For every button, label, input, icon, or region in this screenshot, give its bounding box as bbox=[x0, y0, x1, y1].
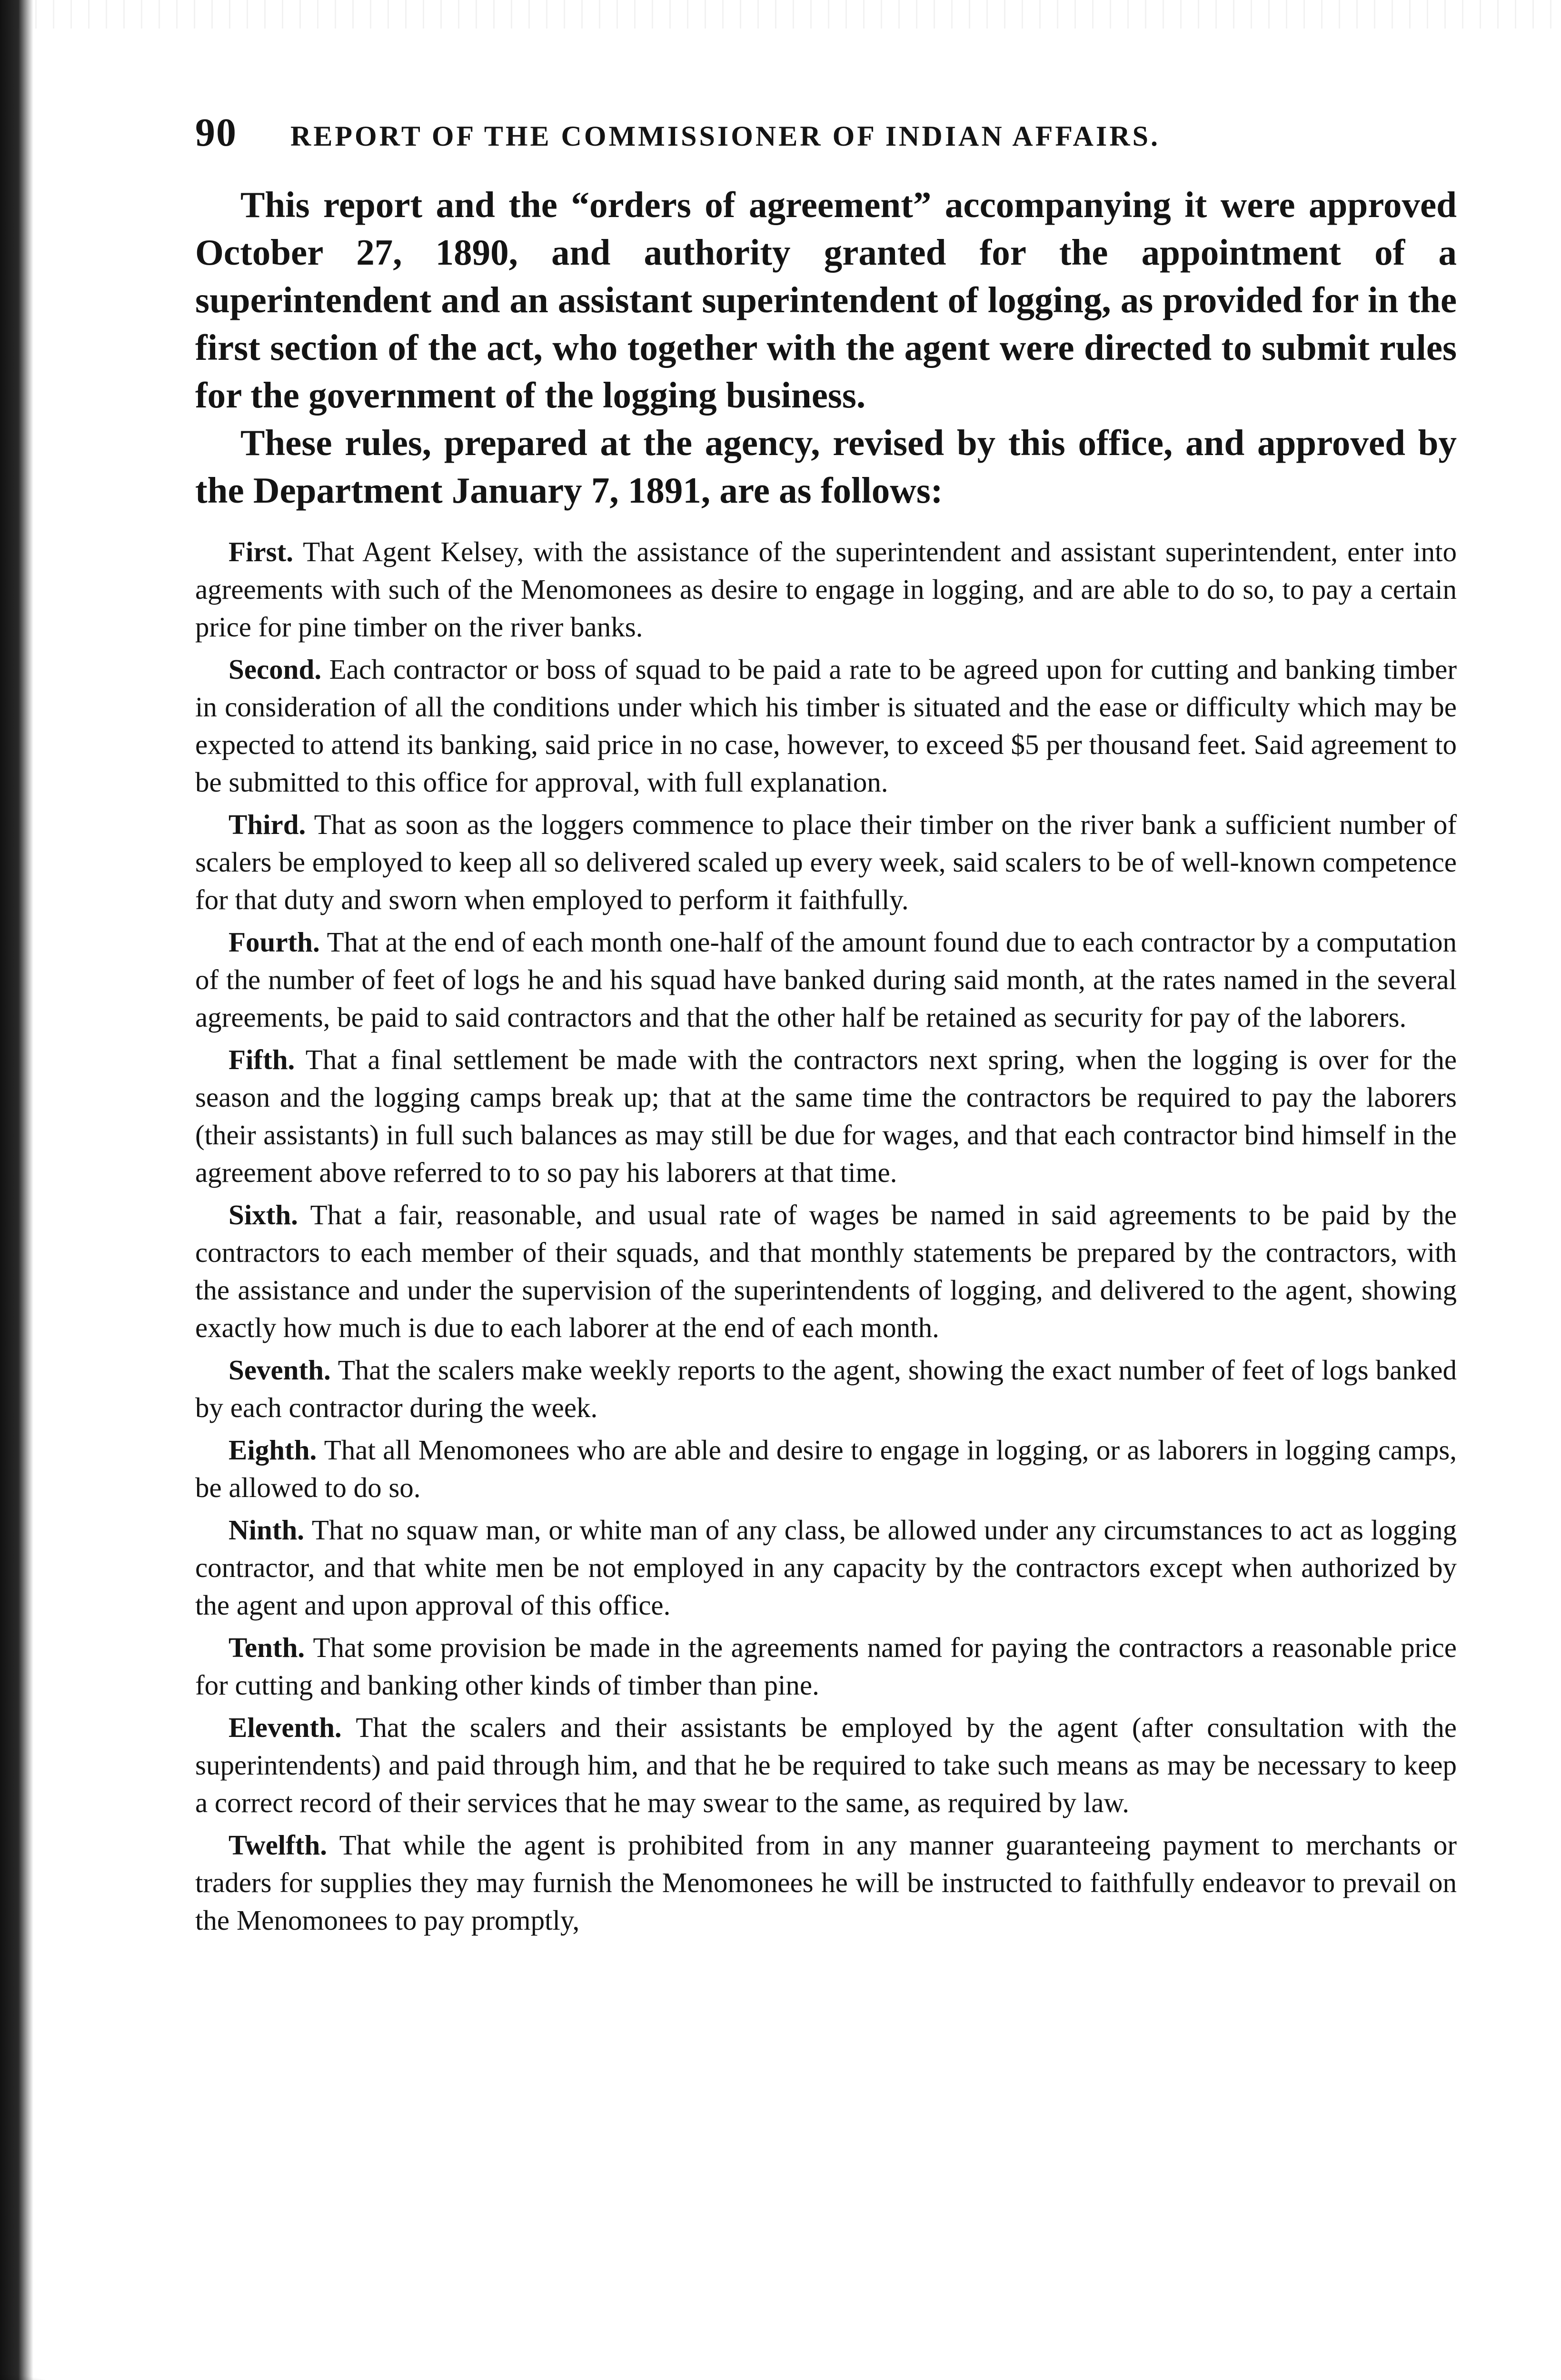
running-title: REPORT OF THE COMMISSIONER OF INDIAN AFFAIRS. bbox=[290, 120, 1160, 152]
rule-text: That the scalers and their assistants be employed by the agent (after consultation with the superintendents) and paid through him, and that he be required to take such means as may be necessary to keep a correct record of their services that he may swear to the same, as required by law. bbox=[195, 1712, 1457, 1818]
scan-shadow-corner bbox=[0, 2348, 200, 2380]
scan-shadow-left bbox=[0, 0, 33, 2380]
page-header bbox=[195, 109, 1457, 162]
rule-text: That at the end of each month one-half of the amount found due to each contractor by a computation of the number of feet of logs he and his squad have banked during said month, at the rates named in the several agreements, be paid to said contractors and that the other half be retained as security for pay of the laborers. bbox=[195, 926, 1457, 1033]
rule-text: That some provision be made in the agreements named for paying the contractors a reasonable price for cutting and banking other kinds of timber than pine. bbox=[195, 1632, 1457, 1701]
rule-eleventh bbox=[195, 1709, 1457, 1822]
rule-lead: Fourth. bbox=[229, 926, 320, 958]
rule-seventh bbox=[195, 1351, 1457, 1427]
rule-lead: Ninth. bbox=[229, 1514, 305, 1546]
rule-lead: Third. bbox=[229, 809, 306, 840]
rule-text: Each contractor or boss of squad to be paid a rate to be agreed upon for cutting and banking timber in consideration of all the conditions under which his timber is situated and the ease or difficulty which may be expected to attend its banking, said price in no case, however, to exceed $5 per thousand feet. Said agreement to be submitted to this office for approval, with full explanation. bbox=[195, 654, 1457, 798]
rule-text: That no squaw man, or white man of any class, be allowed under any circumstances to act as logging contractor, and that white men be not employed in any capacity by the contractors except when authorized by the agent and upon approval of this office. bbox=[195, 1514, 1457, 1621]
rule-eighth bbox=[195, 1431, 1457, 1507]
rule-third bbox=[195, 806, 1457, 919]
rule-lead: Fifth. bbox=[229, 1044, 295, 1075]
rule-lead: Twelfth. bbox=[229, 1829, 328, 1861]
rules-list bbox=[195, 533, 1457, 1939]
rule-lead: Eleventh. bbox=[229, 1712, 342, 1743]
document-page bbox=[195, 109, 1457, 1944]
rule-lead: First. bbox=[229, 536, 293, 567]
rule-text: That as soon as the loggers commence to place their timber on the river bank a sufficient number of scalers be employed to keep all so delivered scaled up every week, said scalers to be of well-known competence for that duty and sworn when employed to perform it faithfully. bbox=[195, 809, 1457, 915]
intro-paragraph: These rules, prepared at the agency, revised by this office, and approved by the Department January 7, 1891, are as follows: bbox=[195, 422, 1457, 511]
rule-text: That Agent Kelsey, with the assistance of the superintendent and assistant superintendent, enter into agreements with such of the Menomonees as desire to engage in logging, and are able to do so, to pay a certain price for pine timber on the river banks. bbox=[195, 536, 1457, 643]
rule-first bbox=[195, 533, 1457, 646]
scan-noise-top bbox=[0, 0, 1561, 29]
rule-lead: Tenth. bbox=[229, 1632, 305, 1663]
rule-lead: Eighth. bbox=[229, 1434, 317, 1466]
intro-paragraph: This report and the “orders of agreement” accompanying it were approved October 27, 1890, and authority granted for the appointment of a superintendent and an assistant superintendent of logging, as provided for in the first section of the act, who together with the agent were directed to submit rules for the government of the logging business. bbox=[195, 184, 1457, 416]
rule-second bbox=[195, 651, 1457, 801]
rule-lead: Second. bbox=[229, 654, 322, 685]
rule-sixth bbox=[195, 1196, 1457, 1347]
rule-lead: Seventh. bbox=[229, 1354, 331, 1386]
page-number: 90 bbox=[195, 110, 237, 155]
rule-text: That a final settlement be made with the contractors next spring, when the logging is over for the season and the logging camps break up; that at the same time the contractors be required to pay the laborers (their assistants) in full such balances as may still be due for wages, and that each contractor bind himself in the agreement above referred to to so pay his laborers at that time. bbox=[195, 1044, 1457, 1188]
rule-twelfth bbox=[195, 1826, 1457, 1939]
rule-text: That all Menomonees who are able and desire to engage in logging, or as laborers in logging camps, be allowed to do so. bbox=[195, 1434, 1457, 1503]
rule-text: That while the agent is prohibited from in any manner guaranteeing payment to merchants or traders for supplies they may furnish the Menomonees he will be instructed to faithfully endeavor to prevail on the Menomonees to pay promptly, bbox=[195, 1829, 1457, 1936]
rule-fourth bbox=[195, 923, 1457, 1036]
rule-text: That the scalers make weekly reports to the agent, showing the exact number of feet of logs banked by each contractor during the week. bbox=[195, 1354, 1457, 1423]
rule-fifth bbox=[195, 1041, 1457, 1191]
rule-lead: Sixth. bbox=[229, 1199, 298, 1230]
rule-ninth bbox=[195, 1511, 1457, 1624]
intro-section bbox=[195, 181, 1457, 514]
rule-text: That a fair, reasonable, and usual rate of wages be named in said agreements to be paid by the contractors to each member of their squads, and that monthly statements be prepared by the contractors, with the assistance and under the supervision of the superintendents of logging, and delivered to the agent, showing exactly how much is due to each laborer at the end of each month. bbox=[195, 1199, 1457, 1343]
rule-tenth bbox=[195, 1629, 1457, 1704]
